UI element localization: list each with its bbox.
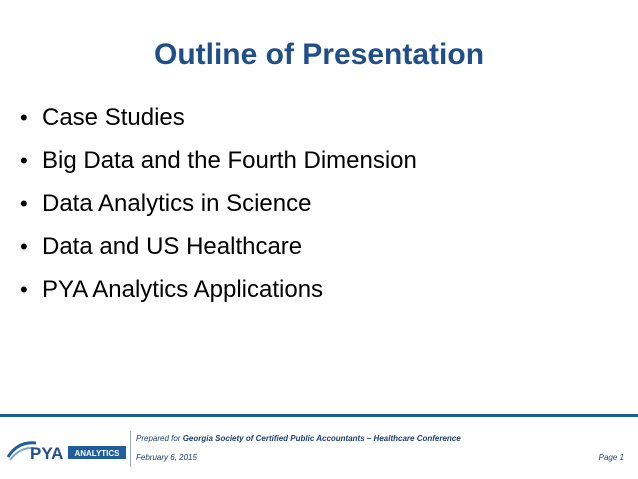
bullet-item: [20, 190, 417, 233]
bullet-marker: •: [20, 105, 28, 130]
bullet-text: Data Analytics in Science: [42, 190, 312, 217]
bullet-item: [20, 147, 417, 190]
logo-text-badge: ANALYTICS: [74, 449, 120, 458]
page-number: Page 1: [598, 453, 624, 462]
bullet-marker: •: [20, 148, 28, 173]
bullet-marker: •: [20, 191, 28, 216]
bullet-marker: •: [20, 277, 28, 302]
bullet-text: Big Data and the Fourth Dimension: [42, 147, 417, 174]
bullet-text: Data and US Healthcare: [42, 233, 303, 260]
prepared-for-text: [136, 434, 461, 443]
pya-analytics-logo: [6, 435, 128, 465]
bullet-item: [20, 104, 417, 147]
prepared-org: Georgia Society of Certified Public Accountants – Healthcare Conference: [182, 434, 461, 443]
bullet-text: PYA Analytics Applications: [42, 276, 324, 303]
slide-title: Outline of Presentation: [153, 38, 485, 71]
slide-footer: [0, 417, 638, 479]
bullet-item: [20, 233, 417, 276]
footer-date: February 6, 2015: [136, 453, 197, 462]
prepared-prefix: Prepared for: [136, 434, 183, 443]
bullet-text: Case Studies: [42, 104, 185, 131]
bullet-marker: •: [20, 234, 28, 259]
logo-text-main: PYA: [30, 444, 64, 463]
bullet-list: [20, 104, 417, 319]
footer-divider: [130, 431, 131, 467]
bullet-item: [20, 276, 417, 319]
